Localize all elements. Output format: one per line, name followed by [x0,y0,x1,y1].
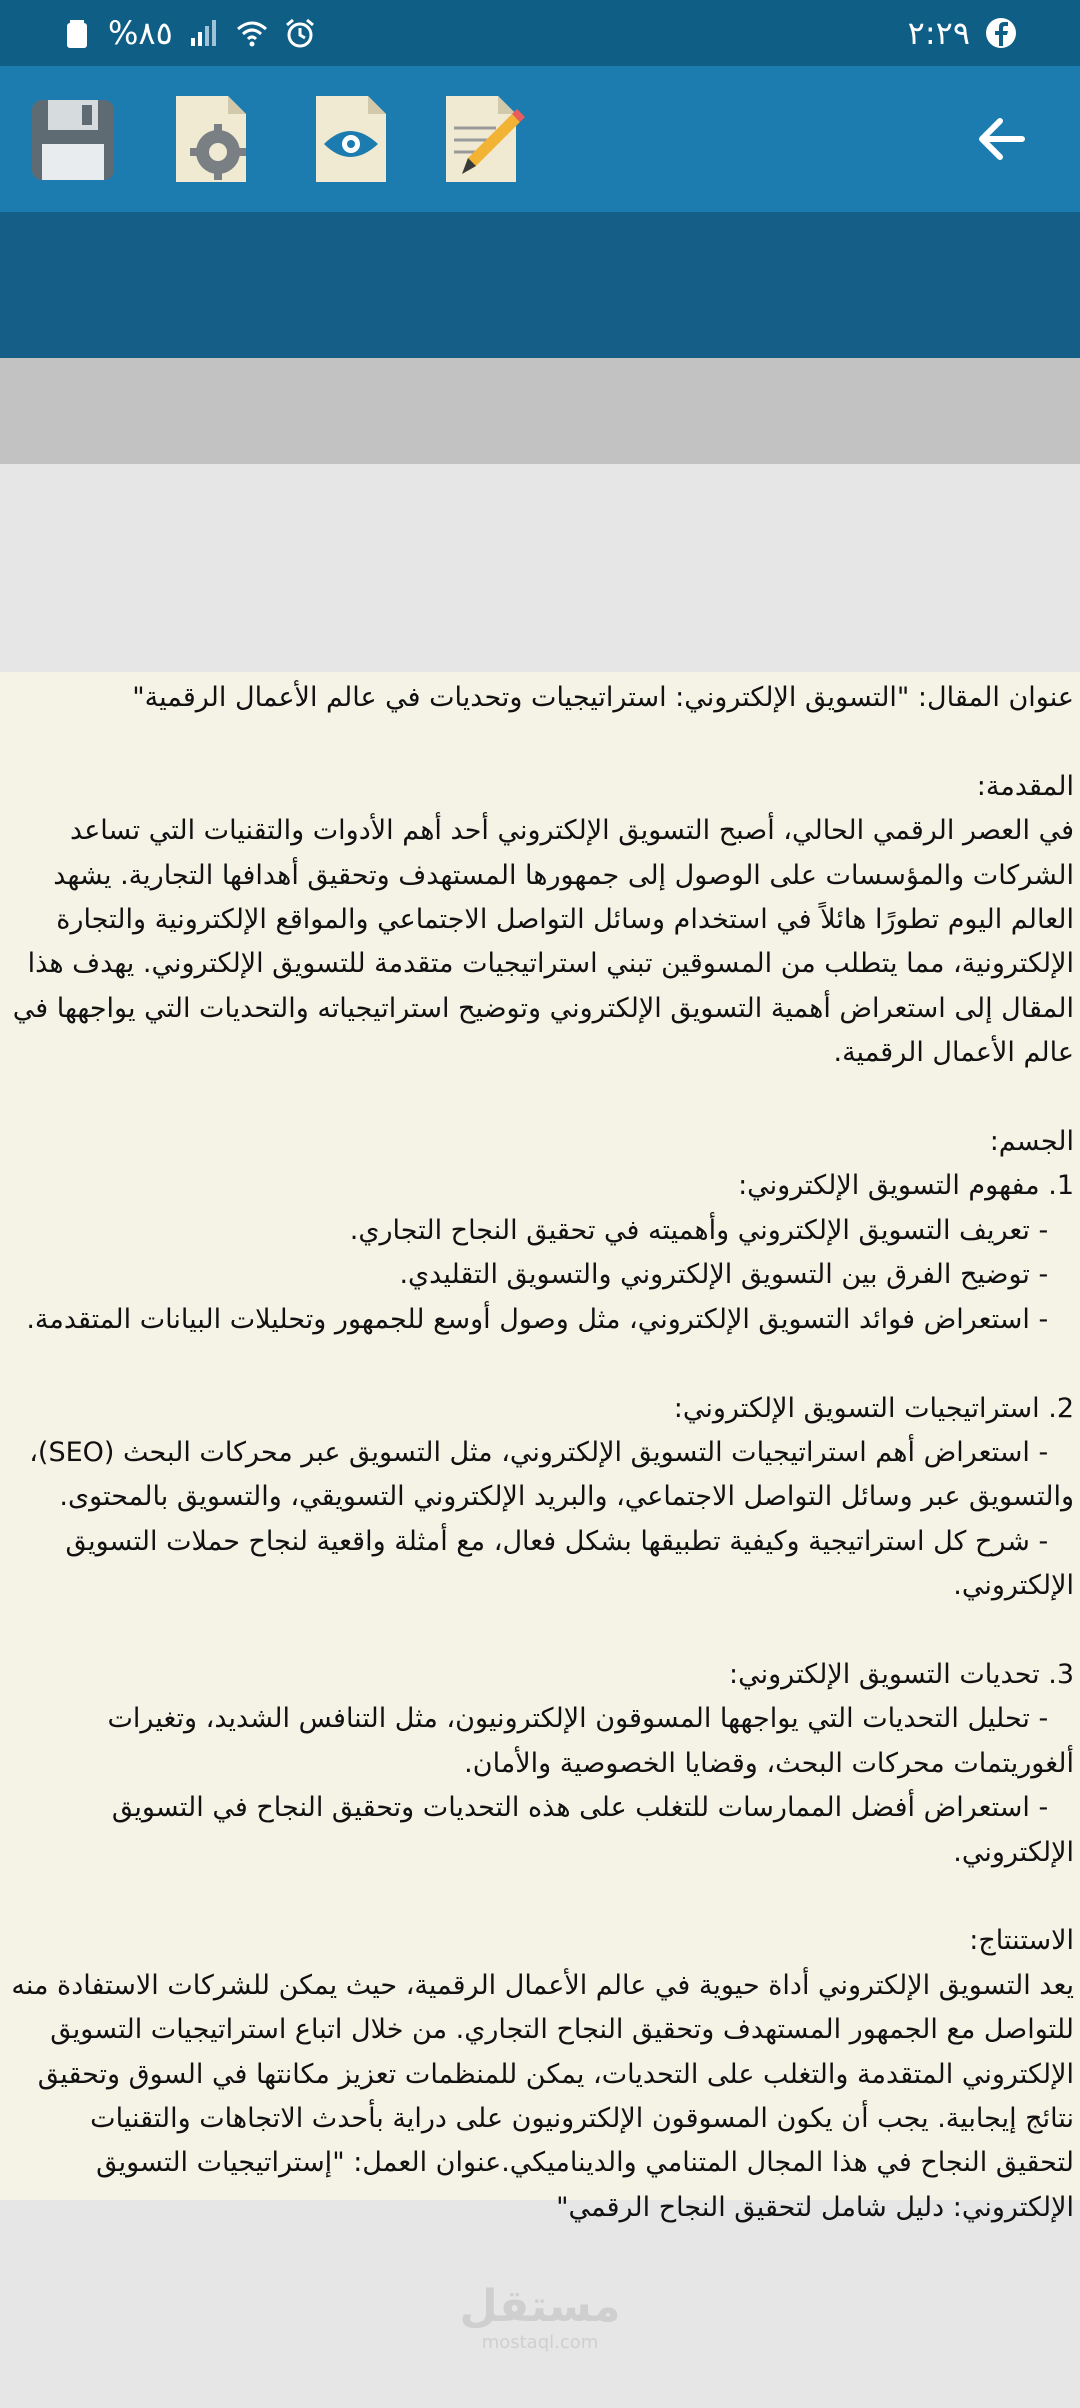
signal-icon [187,16,221,50]
wifi-icon [235,16,269,50]
edit-icon[interactable] [440,94,530,184]
alarm-icon [283,16,317,50]
back-arrow-icon[interactable] [962,94,1052,184]
save-icon[interactable] [28,94,118,184]
battery-icon [60,16,94,50]
watermark [0,2282,1080,2354]
gray-separator [0,358,1080,464]
toolbar [0,66,1080,212]
status-bar [0,0,1080,66]
preview-icon[interactable] [310,94,400,184]
secondary-bar [0,212,1080,358]
battery-percentage: %٨٥ [108,14,173,52]
empty-area [0,464,1080,672]
status-right [908,14,1018,52]
watermark-url: mostaql.com [481,2332,599,2353]
document-text[interactable]: عنوان المقال: "التسويق الإلكتروني: استراتيجيات وتحديات في عالم الأعمال الرقمية" المقدمة: في العصر الرقمي الحالي، أصبح التسويق الإلكتروني أحد أهم الأدوات والتقنيات التي تساعد الشركات والمؤسسات على الوصول إلى جمهورها المستهدف وتحقيق أهدافها التجارية. يشهد العالم اليوم تطورًا هائلاً في استخدام وسائل التواصل الاجتماعي والمواقع الإلكترونية والتجارة الإلكترونية، مما يتطلب من المسوقين تبني استراتيجيات متقدمة للتسويق الإلكتروني. يهدف هذا المقال إلى استعراض أهمية التسويق الإلكتروني وتوضيح استراتيجياته والتحديات التي يواجهها في عالم الأعمال الرقمية. الجسم: 1. مفهوم التسويق الإلكتروني: - تعريف التسويق الإلكتروني وأهميته في تحقيق النجاح التجاري. - توضيح الفرق بين التسويق الإلكتروني والتسويق التقليدي. - استعراض فوائد التسويق الإلكتروني، مثل وصول أوسع للجمهور وتحليلات البيانات المتقدمة. 2. استراتيجيات التسويق الإلكتروني: - استعراض أهم استراتيجيات التسويق الإلكتروني، مثل التسويق عبر محركات البحث (SEO)، والتسويق عبر وسائل التواصل الاجتماعي، والبريد الإلكتروني التسويقي، والتسويق بالمحتوى. - شرح كل استراتيجية وكيفية تطبيقها بشكل فعال، مع أمثلة واقعية لنجاح حملات التسويق الإلكتروني. 3. تحديات التسويق الإلكتروني: - تحليل التحديات التي يواجهها المسوقون الإلكترونيون، مثل التنافس الشديد، وتغيرات ألغوريتمات محركات البحث، وقضايا الخصوصية والأمان. - استعراض أفضل الممارسات للتغلب على هذه التحديات وتحقيق النجاح في التسويق الإلكتروني. الاستنتاج: يعد التسويق الإلكتروني أداة حيوية في عالم الأعمال الرقمية، حيث يمكن للشركات الاستفادة منه للتواصل مع الجمهور المستهدف وتحقيق النجاح التجاري. من خلال اتباع استراتيجيات التسويق الإلكتروني المتقدمة والتغلب على التحديات، يمكن للمنظمات تعزيز مكانتها في السوق وتحقيق نتائج إيجابية. يجب أن يكون المسوقون الإلكترونيون على دراية بأحدث الاتجاهات والتقنيات لتحقيق النجاح في هذا المجال المتنامي والديناميكي.عنوان العمل: "إستراتيجيات التسويق الإلكتروني: دليل شامل لتحقيق النجاح الرقمي" [11,682,1074,2223]
document-area [0,672,1080,2223]
status-left [60,14,317,52]
watermark-logo: مستقل [459,2281,621,2332]
clock: ٢:٢٩ [907,14,970,52]
facebook-icon [984,16,1018,50]
settings-icon[interactable] [170,94,260,184]
